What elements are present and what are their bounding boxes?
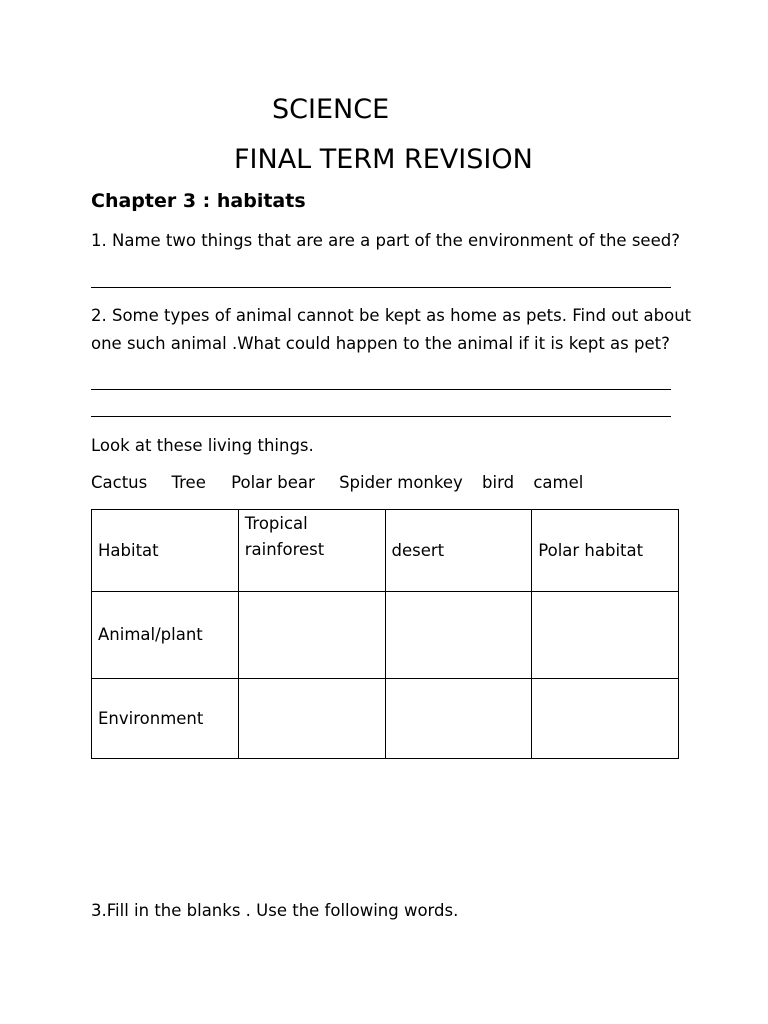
habitat-table xyxy=(91,509,679,759)
table-row xyxy=(92,679,679,759)
look-prompt: Look at these living things. xyxy=(91,436,314,455)
answer-line-q2-first xyxy=(91,389,671,390)
answer-cell[interactable] xyxy=(532,592,679,679)
chapter-heading: Chapter 3 : habitats xyxy=(91,190,306,212)
answer-cell[interactable] xyxy=(238,679,385,759)
question-2-line-2: one such animal .What could happen to the animal if it is kept as pet? xyxy=(91,334,670,353)
living-thing-word: Polar bear xyxy=(231,473,315,492)
question-1: 1. Name two things that are are a part of the environment of the seed? xyxy=(91,231,680,250)
answer-line-q2-second xyxy=(91,416,671,417)
living-thing-word: camel xyxy=(533,473,584,492)
table-header-cell: Tropical rainforest xyxy=(238,510,385,592)
answer-cell[interactable] xyxy=(238,592,385,679)
table-header-cell: Polar habitat xyxy=(532,510,679,592)
living-thing-word: bird xyxy=(482,473,515,492)
table-row-label: Animal/plant xyxy=(92,592,239,679)
table-row xyxy=(92,592,679,679)
table-row-label: Environment xyxy=(92,679,239,759)
question-3: 3.Fill in the blanks . Use the following words. xyxy=(91,901,459,920)
answer-cell[interactable] xyxy=(532,679,679,759)
subject-title: SCIENCE xyxy=(272,94,390,125)
table-header-cell: desert xyxy=(385,510,532,592)
table-header-cell: Habitat xyxy=(92,510,239,592)
question-2-line-1: 2. Some types of animal cannot be kept as home as pets. Find out about xyxy=(91,306,692,325)
living-things-list xyxy=(91,469,583,497)
table-header-row xyxy=(92,510,679,592)
answer-cell[interactable] xyxy=(385,592,532,679)
answer-line-q1 xyxy=(91,287,671,288)
revision-title: FINAL TERM REVISION xyxy=(234,144,533,175)
living-thing-word: Spider monkey xyxy=(339,473,463,492)
living-thing-word: Cactus xyxy=(91,473,148,492)
answer-cell[interactable] xyxy=(385,679,532,759)
living-thing-word: Tree xyxy=(171,473,206,492)
